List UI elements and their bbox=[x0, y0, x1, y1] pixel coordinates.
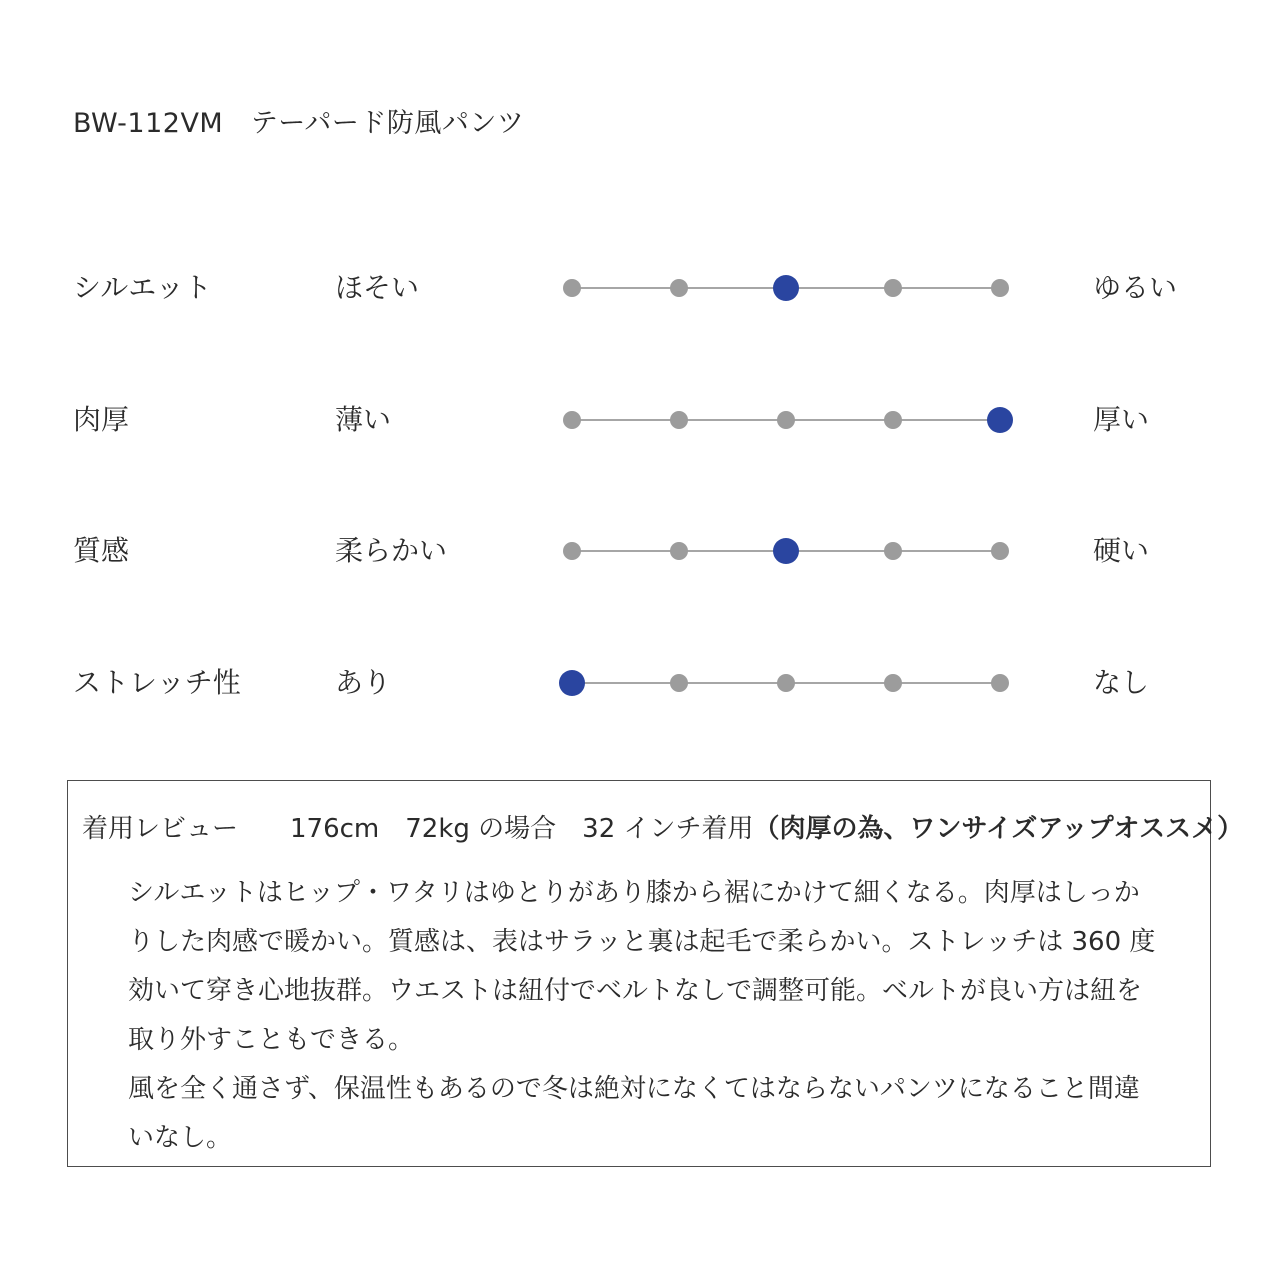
rating-label: 質感 bbox=[73, 534, 130, 567]
scale-dot bbox=[670, 411, 688, 429]
review-body bbox=[128, 869, 1158, 1163]
review-heading-note: （肉厚の為、ワンサイズアップオススメ） bbox=[753, 814, 1244, 844]
scale-dot-selected bbox=[773, 275, 799, 301]
rating-label: ストレッチ性 bbox=[73, 666, 241, 699]
scale-dot bbox=[563, 411, 581, 429]
review-paragraph: シルエットはヒップ・ワタリはゆとりがあり膝から裾にかけて細くなる。肉厚はしっかりした肉感で暖かい。質感は、表はサラッと裏は起毛で柔らかい。ストレッチは 360 度効いて穿き心地抜群。ウエストは紐付でベルトなしで調整可能。ベルトが良い方は紐を取り外すこともできる。 bbox=[128, 878, 1156, 1055]
rating-scale bbox=[560, 258, 1012, 318]
scale-dot bbox=[670, 674, 688, 692]
scale-dot bbox=[991, 542, 1009, 560]
rating-row-stretch bbox=[0, 653, 1280, 713]
scale-dot bbox=[884, 279, 902, 297]
rating-row-texture bbox=[0, 521, 1280, 581]
scale-dot bbox=[670, 279, 688, 297]
review-paragraph: 風を全く通さず、保温性もあるので冬は絶対になくてはならないパンツになること間違いなし。 bbox=[128, 1074, 1140, 1153]
scale-dot-selected bbox=[987, 407, 1013, 433]
scale-dot-selected bbox=[559, 670, 585, 696]
scale-dot bbox=[884, 674, 902, 692]
rating-low-label: ほそい bbox=[335, 271, 420, 304]
rating-scale bbox=[560, 390, 1012, 450]
scale-dot bbox=[563, 279, 581, 297]
rating-scale bbox=[560, 521, 1012, 581]
rating-high-label: 厚い bbox=[1093, 403, 1150, 436]
rating-label: 肉厚 bbox=[73, 403, 130, 436]
rating-row-thickness bbox=[0, 390, 1280, 450]
product-title: BW-112VM テーパード防風パンツ bbox=[73, 108, 525, 139]
review-box bbox=[67, 780, 1244, 1167]
rating-row-silhouette bbox=[0, 258, 1280, 318]
rating-label: シルエット bbox=[73, 271, 212, 304]
scale-dot bbox=[777, 411, 795, 429]
scale-dot bbox=[670, 542, 688, 560]
rating-low-label: あり bbox=[335, 666, 392, 699]
scale-dot bbox=[884, 411, 902, 429]
rating-scale bbox=[560, 653, 1012, 713]
scale-dot bbox=[991, 674, 1009, 692]
scale-dot bbox=[991, 279, 1009, 297]
scale-dot bbox=[563, 542, 581, 560]
review-heading bbox=[82, 809, 1243, 849]
scale-dot-selected bbox=[773, 538, 799, 564]
rating-low-label: 薄い bbox=[335, 403, 392, 436]
scale-dot bbox=[884, 542, 902, 560]
rating-high-label: なし bbox=[1093, 666, 1150, 699]
scale-dot bbox=[777, 674, 795, 692]
rating-high-label: ゆるい bbox=[1093, 271, 1178, 304]
rating-low-label: 柔らかい bbox=[335, 534, 448, 567]
rating-high-label: 硬い bbox=[1093, 534, 1150, 567]
review-heading-text: 着用レビュー 176cm 72kg の場合 32 インチ着用 bbox=[82, 814, 754, 844]
